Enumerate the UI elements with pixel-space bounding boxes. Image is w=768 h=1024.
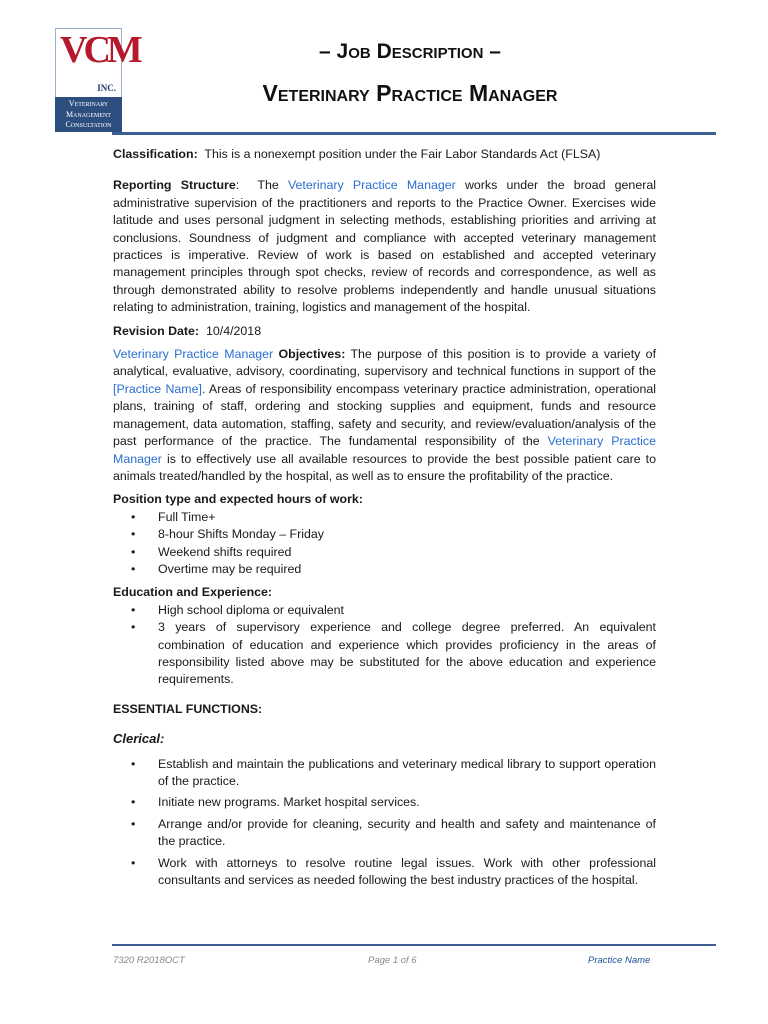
header-rule xyxy=(112,132,716,135)
reporting-paragraph xyxy=(113,177,656,316)
reporting-label: Reporting Structure xyxy=(113,178,236,193)
list-item: • Work with attorneys to resolve routine legal issues. Work with other professional consultants and services as needed following the best industry practices of the hospital. xyxy=(158,855,656,890)
logo-line1: Veterinary xyxy=(68,99,109,108)
reporting-colon: : xyxy=(235,178,240,193)
clerical-list xyxy=(113,756,656,890)
list-item: • Full Time+ xyxy=(158,509,656,526)
list-item: • Establish and maintain the publications and veterinary medical library to support operation of the practice. xyxy=(158,756,656,791)
objectives-text2: . Areas of responsibility encompass veterinary practice administration, operational plans, training of staff, ordering and stocking supplies and equipment, funds and resource management, data automation, staffing, safety and security, and review/evaluation/analysis of the past performance of the practice. The fundamental responsibility of the xyxy=(113,381,656,449)
practice-name-placeholder: [Practice Name] xyxy=(113,381,202,396)
list-item: • 8-hour Shifts Monday – Friday xyxy=(158,526,656,543)
education-heading: Education and Experience: xyxy=(113,585,273,600)
reporting-pre: The xyxy=(257,178,279,193)
objectives-role2: Veterinary Practice Manager xyxy=(113,434,656,466)
logo-caption xyxy=(55,97,122,132)
education-list xyxy=(113,602,656,689)
objectives-label: Objectives: xyxy=(278,347,346,362)
reporting-role: Veterinary Practice Manager xyxy=(287,178,456,193)
revision-label: Revision Date: xyxy=(113,323,200,338)
essential-functions-heading: ESSENTIAL FUNCTIONS: xyxy=(113,701,263,716)
objectives-role: Veterinary Practice Manager xyxy=(113,347,274,362)
list-item: • High school diploma or equivalent xyxy=(158,602,656,619)
list-item: • Arrange and/or provide for cleaning, security and health and safety and maintenance of the practice. xyxy=(158,816,656,851)
footer-rule xyxy=(112,944,716,946)
logo-mark xyxy=(55,28,139,97)
classification-paragraph xyxy=(113,146,656,163)
list-item: • Initiate new programs. Market hospital services. xyxy=(158,794,656,811)
classification-text: This is a nonexempt position under the Fair Labor Standards Act (FLSA) xyxy=(204,147,601,161)
list-item: • Overtime may be required xyxy=(158,561,656,578)
revision-value: 10/4/2018 xyxy=(205,323,262,338)
footer-page-number: Page 1 of 6 xyxy=(368,955,417,966)
position-type-heading: Position type and expected hours of work: xyxy=(113,492,363,507)
objectives-text3: is to effectively use all available resources to provide the best possible patient care to animals treated/handled by the hospital, as well as to ensure the profitability of the practice. xyxy=(113,451,656,483)
logo-letters: VCM xyxy=(60,29,139,71)
vmc-logo xyxy=(55,28,139,131)
clerical-subheading: Clerical: xyxy=(113,731,165,747)
footer-practice-name: Practice Name xyxy=(588,955,651,966)
document-type-title: – Job Description – xyxy=(319,40,501,63)
logo-line2: Management xyxy=(65,109,112,119)
position-type-list xyxy=(113,509,656,579)
list-item: • 3 years of supervisory experience and college degree preferred. An equivalent combination of education and experience which provides proficiency in the areas of responsibility listed above may be substituted for the above education and experience requirements. xyxy=(158,619,656,689)
document-body xyxy=(113,146,656,893)
footer-document-code: 7320 R2018OCT xyxy=(113,955,185,966)
job-title: Veterinary Practice Manager xyxy=(262,80,558,106)
objectives-text1: The purpose of this position is to provide a variety of analytical, evaluative, advisory, coordinating, supervisory and technical functions in support of the xyxy=(113,347,657,379)
list-item: • Weekend shifts required xyxy=(158,544,656,561)
classification-label: Classification: xyxy=(113,147,198,161)
logo-inc: INC. xyxy=(97,83,116,93)
objectives-paragraph xyxy=(113,346,656,485)
reporting-text: works under the broad general administrative supervision of the practitioners and reports to the Practice Owner. Exercises wide latitude and uses personal judgment in selecting methods, establishing priorities and arriving at conclusions. Soundness of judgment and compliance with accepted veterinary management practices is imperative. Review of work is based on established and accepted veterinary management principles through spot checks, review of records and correspondence, as well as through demonstrated ability to resolve problems independently and handle unusual situations relating to administration, training, logistics and management of the hospital. xyxy=(113,178,656,315)
revision-paragraph xyxy=(113,323,656,340)
logo-line3: Consultation xyxy=(65,120,112,129)
